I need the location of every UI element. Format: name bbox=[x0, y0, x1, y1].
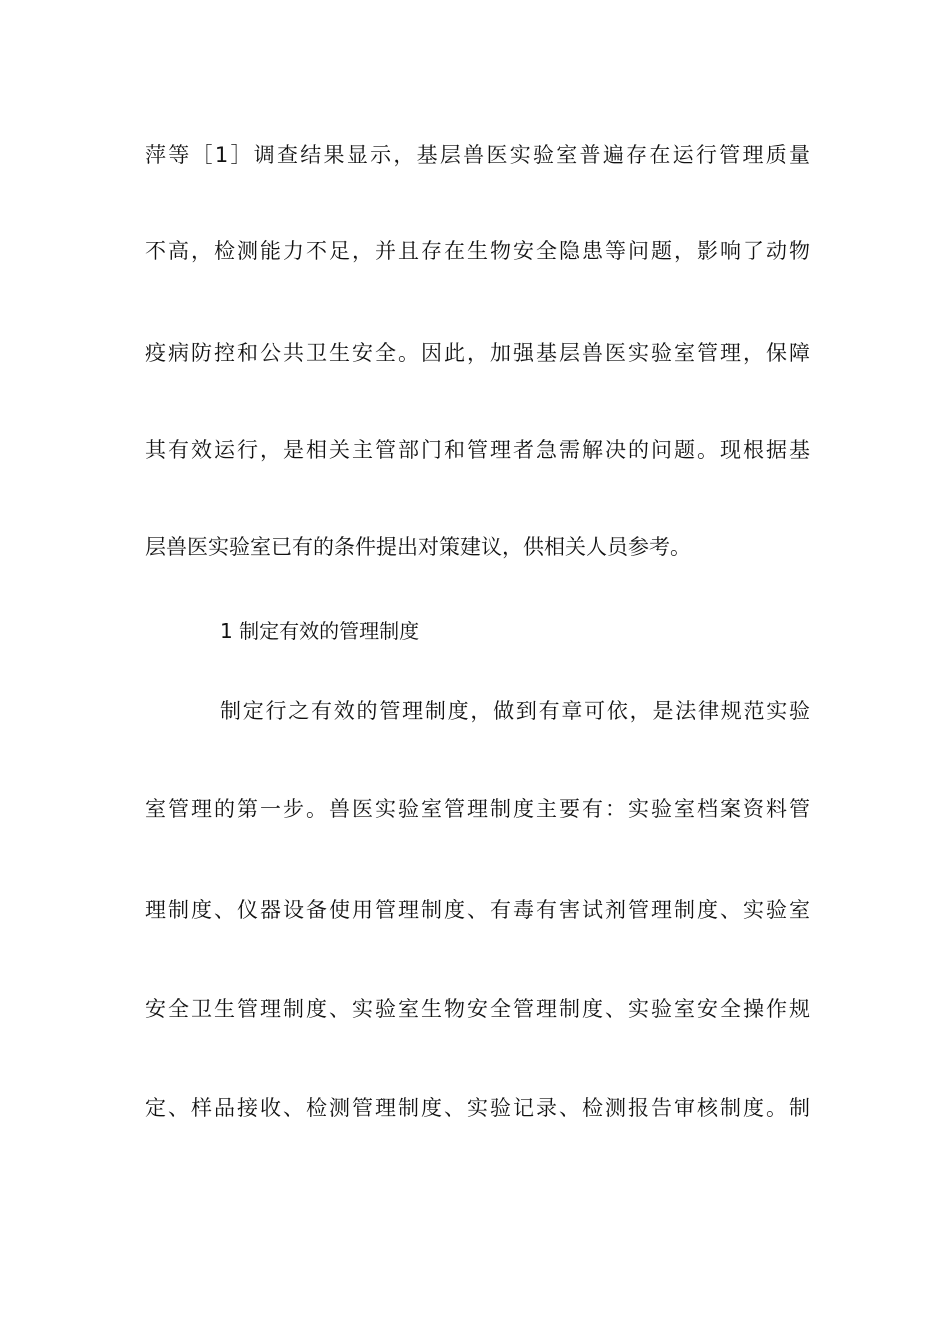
section-1-heading: 1 制定有效的管理制度 bbox=[220, 619, 420, 643]
section-1-line-1: 制定行之有效的管理制度，做到有章可依，是法律规范实验 bbox=[220, 699, 810, 723]
section-1-line-2: 室管理的第一步。兽医实验室管理制度主要有：实验室档案资料管 bbox=[145, 797, 810, 821]
section-1-line-5: 定、样品接收、检测管理制度、实验记录、检测报告审核制度。制 bbox=[145, 1096, 810, 1120]
paragraph-1-line-1: 萍等［1］调查结果显示，基层兽医实验室普遍存在运行管理质量 bbox=[145, 143, 810, 167]
section-1-line-3: 理制度、仪器设备使用管理制度、有毒有害试剂管理制度、实验室 bbox=[145, 898, 810, 922]
paragraph-1-line-5: 层兽医实验室已有的条件提出对策建议，供相关人员参考。 bbox=[145, 535, 691, 559]
paragraph-1-line-3: 疫病防控和公共卫生安全。因此，加强基层兽医实验室管理，保障 bbox=[145, 341, 810, 365]
paragraph-1-line-2: 不高，检测能力不足，并且存在生物安全隐患等问题，影响了动物 bbox=[145, 239, 810, 263]
section-1-line-4: 安全卫生管理制度、实验室生物安全管理制度、实验室安全操作规 bbox=[145, 997, 810, 1021]
paragraph-1-line-4: 其有效运行，是相关主管部门和管理者急需解决的问题。现根据基 bbox=[145, 438, 810, 462]
